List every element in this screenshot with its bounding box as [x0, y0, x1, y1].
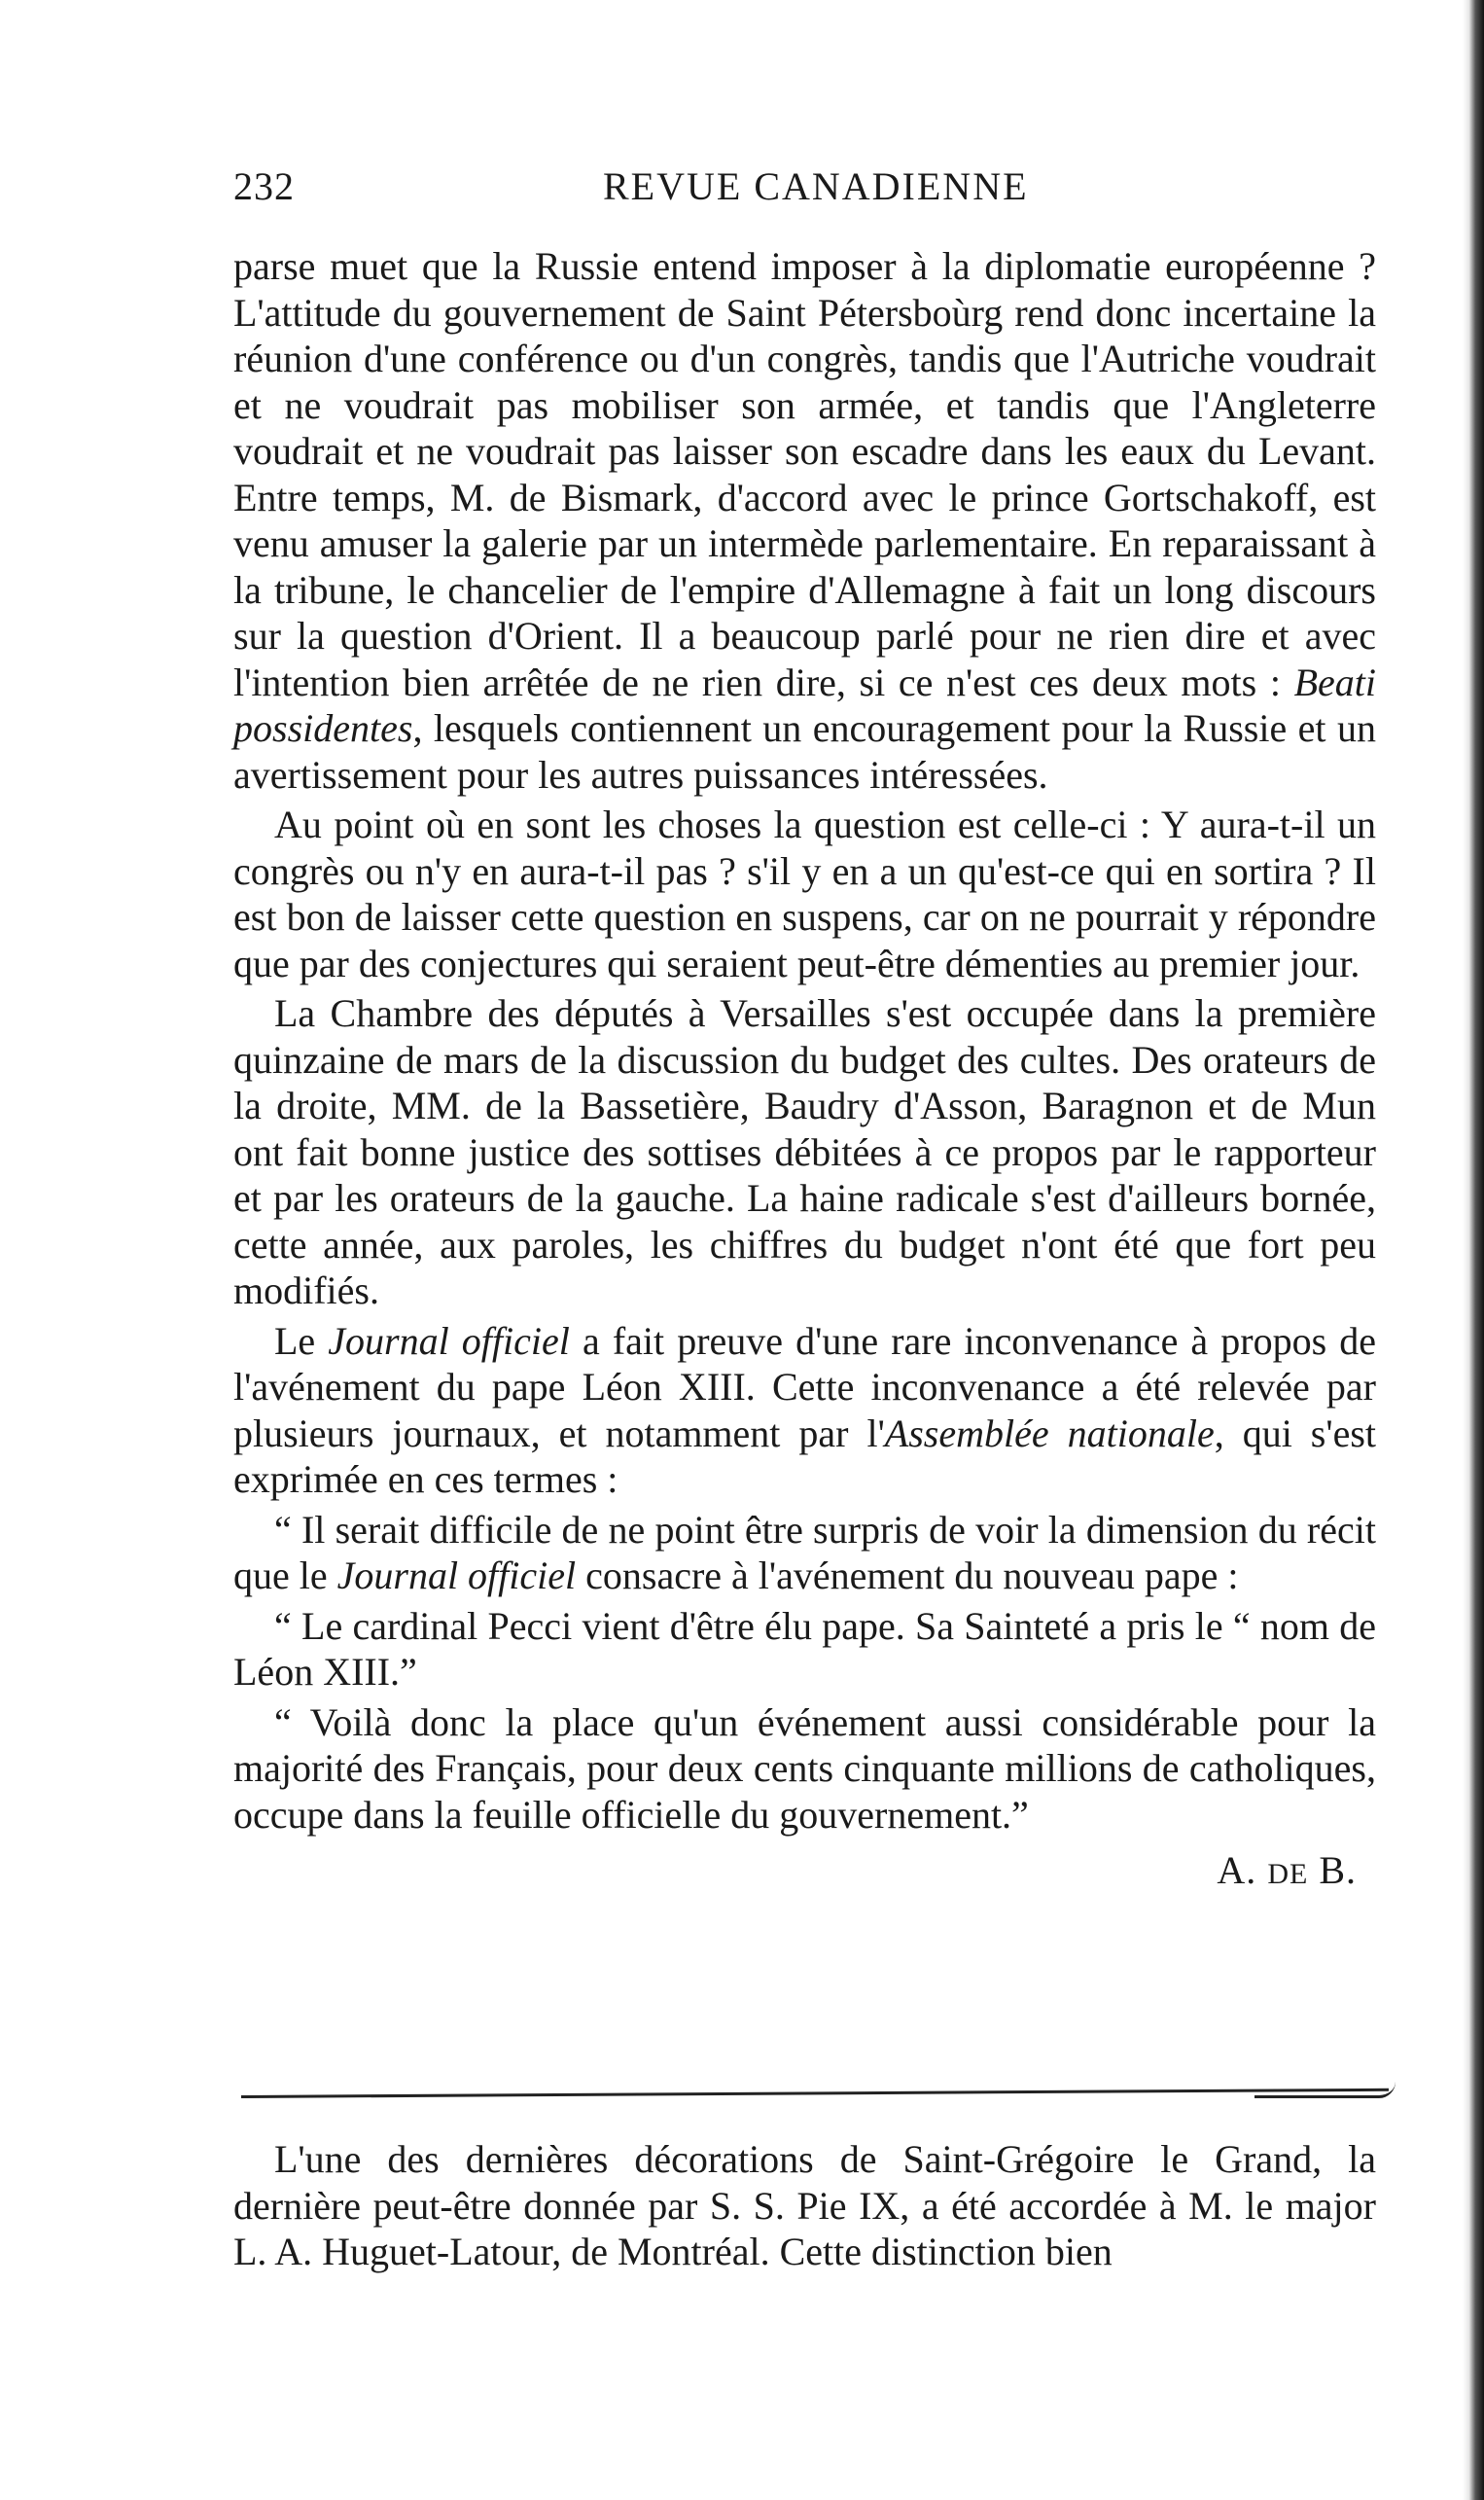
signature-final: B. [1319, 1848, 1357, 1892]
section-divider-flourish [1254, 2082, 1396, 2098]
italic-title: Assemblée nationale [884, 1411, 1215, 1455]
quote-text: “ Voilà donc la place qu'un événement aussi considérable pour la majorité des Français, pour deux cents cinquante millions de catholiques, occupe dans la feuille officielle du gouvernement.” [233, 1699, 1376, 1837]
paragraph-text: Au point où en sont les choses la question est celle-ci : Y aura-t-il un congrès ou n'y en aura-t-il pas ? s'il y en a un qu'est-ce qui en sortira ? Il est bon de laisser cette question en suspens, car on ne pourrait y répondre que par des conjectures qui seraient peut-être démenties au premier jour. [233, 803, 1376, 985]
paragraph-text: , qui s'est exprimée en ces termes : [233, 1411, 1377, 1501]
paragraph-text: Le [274, 1318, 329, 1363]
note-text: L'une des dernières décorations de Saint-Grégoire le Grand, la dernière peut-être donnée par S. S. Pie IX, a été accordée à M. le major L. A. Huguet-Latour, de Montréal. Cette distinction bien [233, 2137, 1376, 2273]
italic-phrase: Beati possidentes [233, 660, 1376, 750]
quote-text: “ Il serait difficile de ne point être surpris de voir la dimension du récit que le [233, 1507, 1376, 1597]
note-paragraph [233, 2136, 1376, 2275]
paragraph-text: La Chambre des députés à Versailles s'est occupée dans la première quinzaine de mars de la discussion du budget des cultes. Des orateurs de la droite, MM. de la Bassetière, Baudry d'Asson, Baragnon et de Mun ont fait bonne justice des sottises débitées à ce propos par le rapporteur et par les orateurs de la gauche. La haine radicale s'est d'ailleurs bornée, cette année, aux paroles, les chiffres du budget n'ont été que fort peu modifiés. [233, 991, 1376, 1312]
paragraph-russia-diplomacy [233, 243, 1376, 798]
running-title: REVUE CANADIENNE [603, 164, 1029, 208]
quote-paragraph-3 [233, 1699, 1376, 1839]
quote-paragraph-2 [233, 1603, 1376, 1696]
quote-text: consacre à l'avénement du nouveau pape : [576, 1554, 1239, 1597]
paragraph-congress-question [233, 802, 1376, 986]
section-divider [241, 2089, 1389, 2098]
paragraph-chamber-deputies [233, 990, 1376, 1314]
author-signature [233, 1847, 1376, 1898]
quote-text: “ Le cardinal Pecci vient d'être élu pape. Sa Sainteté a pris le “ nom de Léon XIII.” [233, 1603, 1376, 1694]
paragraph-text: , lesquels contiennent un encouragement pour la Russie et un avertissement pour les autres puissances intéressées. [233, 706, 1376, 797]
signature-particle: DE [1267, 1858, 1309, 1890]
paragraph-text: parse muet que la Russie entend imposer à la diplomatie européenne ? L'attitude du gouvernement de Saint Pétersboùrg rend donc incertaine la réunion d'une conférence ou d'un congrès, tandis que l'Autriche voudrait et ne voudrait pas mobiliser son armée, et tandis que l'Angleterre voudrait et ne voudrait pas laisser son escadre dans les eaux du Levant. Entre temps, M. de Bismark, d'accord avec le prince Gortschakoff, est venu amuser la galerie par un intermède parlementaire. En reparaissant à la tribune, le chancelier de l'empire d'Allemagne à fait un long discours sur la question d'Orient. Il a beaucoup parlé pour ne rien dire et avec l'intention bien arrêtée de ne rien dire, si ce n'est ces deux mots : [233, 244, 1376, 704]
italic-title: Journal officiel [328, 1318, 570, 1363]
paragraph-text: a fait preuve d'une rare inconvenance à propos de l'avénement du pape Léon XIII. Cette inconvenance a été relevée par plusieurs journaux, et notamment par l' [233, 1318, 1376, 1455]
italic-title: Journal officiel [336, 1554, 577, 1597]
page-binding-edge [1463, 0, 1484, 2500]
article-body [233, 243, 1376, 1898]
quote-paragraph-1 [233, 1507, 1376, 1599]
page-number: 232 [233, 164, 295, 208]
news-note [233, 2136, 1376, 2275]
paragraph-journal-officiel [233, 1318, 1376, 1503]
signature-initial: A. [1217, 1848, 1257, 1892]
page-header [233, 163, 1371, 222]
